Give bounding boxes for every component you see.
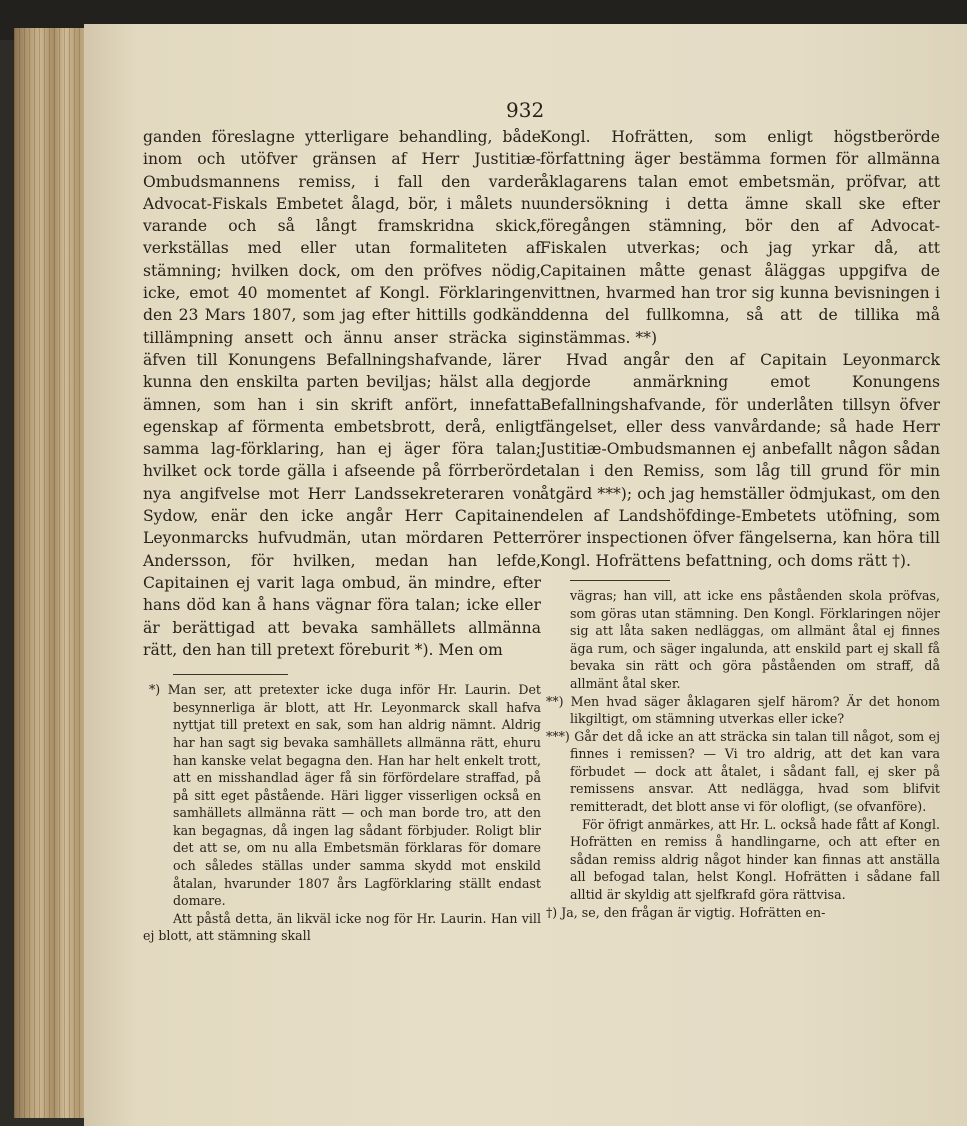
right-column — [540, 126, 940, 921]
right-body-paragraph-2: Hvad angår den af Capitain Leyonmarck gjorde anmärkning emot Konungens Befallningshafvande, för underlåten tillsyn öfver fängelset, eller dess vanvårdande; så hade Herr Justitiæ-Ombudsmannen ej anbefallt någon sådan talan i den Remiss, som låg till grund för min åtgärd ***); och jag hemställer ödmjukast, om den delen af Landshöfdinge-Embetets utöfning, som rörer inspectionen öfver fängelserna, kan höra till Kongl. Hofrättens befattning, och doms rätt †). — [540, 350, 940, 570]
footnote-1-paragraph-2: Att påstå detta, än likväl icke nog för Hr. Laurin. Han vill ej blott, att stämning skall — [143, 910, 541, 944]
left-body-text — [143, 126, 541, 661]
footnote-1-continued: vägras; han vill, att icke ens påståenden skola pröfvas, som göras utan stämning. Den Kongl. Förklaringen nöjer sig att låta saken nedläggas, om allmänt åtal ej finnes äga rum, och säger ingalunda, att enskild part ej skall få bevaka sin rätt och göra påståenden om straff, då allmänt åtal sker. — [570, 587, 940, 691]
right-body-text — [540, 126, 940, 572]
right-footnotes — [540, 587, 940, 921]
left-body-paragraph: ganden föreslagne ytterligare behandling, både inom och utöfver gränsen af Herr Justitiæ-Ombudsmannens remiss, i fall den varder Advocat-Fiskals Embetet ålagd, bör, i målets nu varande och så långt framskridna skick, verkställas med eller utan formaliteten af stämning; hvilken dock, om den pröfves nödig, icke, emot 40 momentet af Kongl. Förklaringen den 23 Mars 1807, som jag efter hittills godkänd tillämpning ansett och ännu anser sträcka sig äfven till Konungens Befallningshafvande, lärer kunna den enskilta parten beviljas; hälst alla de ämnen, som han i sin skrift anfört, innefatta egenskap af förmenta embetsbrott, derå, enligt samma lag-förklaring, han ej äger föra talan; hvilket ock torde gälla i afseende på förrberörde nya angifvelse mot Herr Landssekreteraren von Sydow, enär den icke angår Herr Capitainen Leyonmarcks hufvudmän, utan mördaren Petter Andersson, för hvilken, medan han lefde, Capitainen ej varit laga ombud, än mindre, efter hans död kan å hans vägnar föra talan; icke eller är berättigad att bevaka samhällets allmänna rätt, den han till pretext föreburit *). Men om — [143, 128, 541, 659]
right-body-paragraph-1: Kongl. Hofrätten, som enligt högstberörde författning äger bestämma formen för allmänna åklagarens talan emot embetsmän, pröfvar, att undersökning i detta ämne skall ske efter föregången stämning, bör den af Advocat-Fiskalen utverkas; och jag yrkar då, att Capitainen måtte genast åläggas uppgifva de vittnen, hvarmed han tror sig kunna bevisningen i denna del fullkomna, så att de tillika må instämmas. **) — [540, 128, 940, 347]
footnote-4: †) Ja, se, den frågan är vigtig. Hofrätten en- — [546, 904, 826, 920]
footnote-divider — [570, 580, 670, 581]
left-column — [143, 126, 541, 945]
footnote-3: ***) Går det då icke an att sträcka sin talan till något, som ej finnes i remissen? — Vi tro aldrig, att det kan vara förbudet — dock att åtalet, i sådant fall, ej sker på remissens ansvar. Att nedlägga, hvad som blifvit remitteradt, det blott anse vi för olofligt, (se ofvanföre). — [546, 728, 940, 815]
footnote-1: *) Man ser, att pretexter icke duga inför Hr. Laurin. Det besynnerliga är blott, att Hr. Leyonmarck skall hafva nyttjat till pretext en sak, som han aldrig nämnt. Aldrig har han sagt sig bevaka samhällets allmänna rätt, ehuru han kanske velat begagna den. Han har helt enkelt trott, att en misshandlad äger få sin förfördelare straffad, på på sitt eget påstående. Häri ligger visserligen också en samhällets allmänna rätt — och man borde tro, att den kan begagnas, då ingen lag sådant förbjuder. Roligt blir det att se, om nu alla Embetsmän förklaras för domare och således ställas under samma skydd mot enskild åtalan, hvarunder 1807 års Lagförklaring ställt endast domare. — [149, 682, 541, 909]
footnote-3-paragraph-2: För öfrigt anmärkes, att Hr. L. också hade fått af Kongl. Hofrätten en remiss å handlingarne, och att efter en sådan remiss aldrig något hinder kan finnas att anställa all befogad talan, helst Kongl. Hofrätten i sådane fall alltid är skyldig att sjelfkrafd göra rättvisa. — [570, 816, 940, 903]
footnote-divider — [173, 674, 288, 675]
page-number: 932 — [506, 98, 545, 122]
left-footnotes — [143, 681, 541, 945]
footnote-2: **) Men hvad säger åklagaren sjelf härom? Är det honom likgiltigt, om stämning utverkas eller icke? — [546, 693, 940, 727]
